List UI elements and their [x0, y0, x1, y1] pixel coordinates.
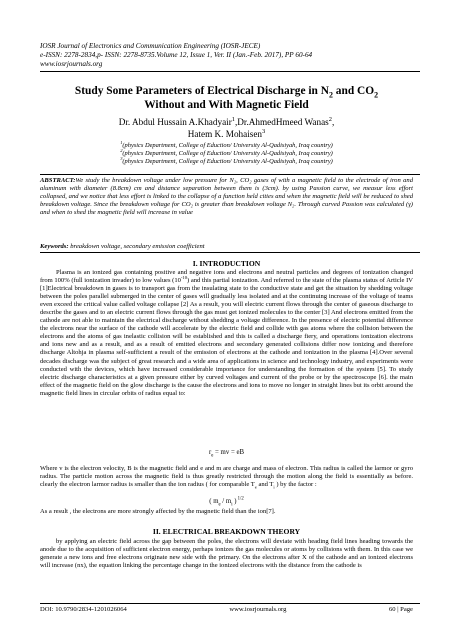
introduction-body	[40, 269, 413, 398]
equation-larmor-radius: $r_e$ = mv = eB	[208, 449, 245, 459]
keywords-text: breakdown voltage, secondary emission coefficient	[70, 243, 205, 250]
footer-site: www.iosrjournals.org	[229, 606, 287, 613]
journal-site: www.iosrjournals.org	[40, 60, 103, 68]
abstract	[40, 177, 413, 217]
abstract-top-rule	[40, 174, 420, 175]
affiliations	[40, 139, 413, 166]
page-footer	[40, 606, 413, 613]
equation-mass-ratio: ( $m_e / m_i$ ) $^{1/2}$	[209, 496, 244, 508]
footer-rule	[40, 603, 420, 604]
paper-title: Study Some Parameters of Electrical Discharge in $N_2$ and $CO_2$ Without and With Magnetic Field	[74, 85, 379, 111]
affiliation-1: $^1$(physics Department, College of Eduction/ University Al-Qadisiyah, Iraq country)	[120, 139, 333, 149]
author-list: Dr. Abdul Hussain A.Khadyair$^1$,Dr.AhmedHmeed Wanas$^2$, Hatem K. Mohaisen$^3$	[118, 115, 335, 139]
affiliation-3: $^3$(physics Department, College of Eduction/ University Al-Qadisiyah, Iraq country)	[120, 155, 333, 165]
abstract-text: We study the breakdown voltage under low pressure for N₂, CO₂ gases of with a magnetic field to the electrode of iron and aluminum with diameter (8.8cm) cm and distance separation between them is (3cm). by using Passion curve, we measur less effort collapsed, and we notice that less effort is linked to the collapse of a function held cities and when the magnetic field will be reduced to shed breakdown voltage. Since the breakdown voltage for CO₂ is greater than breakdown voltage N₂. Through curved Passion was calculated (γ) and when to shed the magnetic field will increase in value	[40, 177, 413, 217]
keywords	[40, 243, 413, 251]
abstract-bottom-rule	[40, 252, 420, 253]
theory-body	[40, 538, 413, 570]
footer-page-number: 60 | Page	[388, 606, 413, 613]
intro-paragraph-2: Where v is the electron velocity, B is the magnetic field and e and m are charge and mass of electron. This radius is called the larmor or gyro radius. The particle motion across the magnetic field is thus greatly restricted through the motion along the field is essentially as before. clearly the electron larmor radius is smaller than the ion radius ( for comparable $T_e$ and $T_i$ ) by the factor :	[40, 465, 413, 490]
keywords-label: Keywords:	[40, 243, 69, 250]
journal-header	[40, 42, 420, 69]
intro-paragraph-3: As a result , the electrons are more strongly affected by the magnetic field than the ion[7].	[40, 508, 276, 515]
section-heading-breakdown-theory: II. ELECTRICAL BREAKDOWN THEORY	[152, 527, 301, 536]
header-rule	[40, 71, 420, 72]
intro-body-3	[40, 508, 413, 516]
intro-body-2	[40, 465, 413, 489]
footer-doi: DOI: 10.9790/2834-1201026064	[40, 606, 127, 613]
abstract-label: ABSTRACT:	[40, 177, 76, 184]
journal-issn: e-ISSN: 2278-2834,p- ISSN: 2278-8735.Volume 12, Issue 1, Ver. II (Jan.-Feb. 2017), PP 60-64	[40, 51, 313, 59]
section-heading-introduction: I. INTRODUCTION	[192, 259, 261, 268]
journal-name: IOSR Journal of Electronics and Communication Engineering (IOSR-JECE)	[40, 42, 261, 50]
affiliation-2: $^2$(physics Department, College of Eduction/ University Al-Qadisiyah, Iraq country)	[120, 147, 333, 157]
theory-paragraph-1: by applying an electric field across the gap between the poles, the electrons will deviate with heading field lines heading towards the anode due to the acquisition of sufficient electron energy, perhaps ionizes the gas molecules or atoms by collisions with them. In this case we generate a new ions and free electrons originate new side with the primary. On the electrons after X of the cathode and an ionized electrons will increase (nx), the equation linking the percentage change in the ionized electrons with the distance from the cathode is	[40, 538, 413, 570]
intro-paragraph-1: Plasma is an ionized gas containing positive and negative ions and electrons and neutral particles and degrees of ionization changed from 100% (full ionization invader) to low values $(10^{-10})$ and this partial ionization. And referred to the state of the plasma status of Article IV [1]Electrical breakdown in gases is to transport gas from the insulating state to the conductive state and get the situation by shedding voltage between the poles parallel submerged in the center of gases will gradually less isolated and at the continuing increase of the voltage of teams even exceed the critical value called voltage collapse [2] As a result, you will electric current flows through the center of gaseous discharge to describe the gases and to an electric current flows through the gas must get ionized molecules to the center [3] And electrons emitted from the cathode are not able to maintain the electrical discharge without shedding a voltage difference. In the presence of electric potential difference the electrons near the surface of the cathode will accelerate by the electric field and collide with gas atoms where the collision between the electrons and the atoms of gas inelastic collision will be established and this is called a discharge fiery, and operations ionization electrons and ions new and as a result, and as a result of emitted electrons and secondary generated collisions differ now ionizing and therefore discharge Altohja in plasma self-sufficient a result of the emission of electrons at the cathode and ionization in the plasma [4].Over several decades discharge was the subject of great research and a wide area of applications in science and technology industry, and experiments were conducted with the devices, which have increased considerable importance for understanding the formation of the system [5]. To study electric discharge characteristics at a given pressure either by curved voltages and current of the probe or by the spectroscope [6]. the main effect of the magnetic field on the glow discharge is the cause the electrons and ions to move no longer in straight lines but its orbit around the magnetic field lines in circular orbits of radius equal to:	[40, 269, 414, 397]
